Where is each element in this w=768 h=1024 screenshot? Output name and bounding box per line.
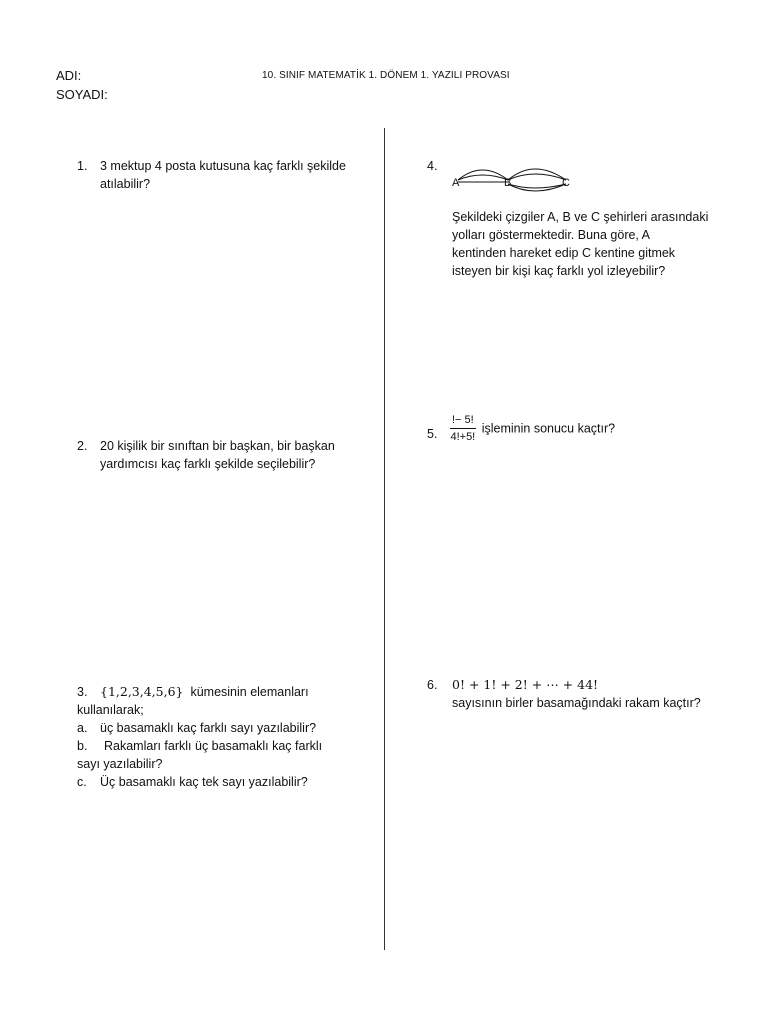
fraction-numerator: !− 5! [450,413,476,429]
question-text-line: Şekildeki çizgiler A, B ve C şehirleri arasındaki [452,210,709,224]
fraction [450,413,476,444]
point-label-b: B [504,177,512,189]
question-number: 3. [77,685,88,699]
route-diagram [452,158,582,194]
part-label: b. [77,739,88,753]
question-text-line: kentinden hareket edip C kentine gitmek [452,246,676,260]
question-text-line: yolları göstermektedir. Buna göre, A [452,228,651,242]
question-6-number: 6. [427,678,438,692]
exam-title: 10. SINIF MATEMATİK 1. DÖNEM 1. YAZILI PROVASI [262,70,510,81]
part-text: üç basamaklı kaç farklı sayı yazılabilir? [100,721,317,735]
factorial-sum: 0! + 1! + 2! + ⋯ + 44! [452,677,599,692]
name-label: ADI: [56,68,82,83]
question-text-line: 3 mektup 4 posta kutusuna kaç farklı şekilde [100,159,346,173]
fraction-denominator: 4!+5! [450,431,476,443]
question-4-text [452,208,752,280]
question-5-number: 5. [427,427,438,441]
question-text-line: atılabilir? [100,177,151,191]
point-label-a: A [452,177,460,189]
question-6 [452,676,752,712]
part-label: c. [77,775,87,789]
part-text: sayı yazılabilir? [77,757,163,771]
part-label: a. [77,721,88,735]
question-4-number: 4. [427,159,438,173]
number-set: {1,2,3,4,5,6} [100,684,184,699]
question-text-line: isteyen bir kişi kaç farklı yol izleyebilir? [452,264,666,278]
question-text-line: yardımcısı kaç farklı şekilde seçilebilir? [100,457,316,471]
point-label-c: C [562,177,570,189]
question-text-line: kümesinin elemanları [190,685,309,699]
route-ab [458,175,508,180]
question-text: işleminin sonucu kaçtır? [481,421,616,436]
surname-label: SOYADI: [56,87,108,102]
part-text: Rakamları farklı üç basamaklı kaç farklı [104,739,323,753]
question-text-line: 20 kişilik bir sınıftan bir başkan, bir başkan [100,439,335,453]
question-text-line: sayısının birler basamağındaki rakam kaçtır? [452,696,701,710]
column-divider [384,128,385,950]
question-5 [450,413,615,444]
question-number: 2. [77,439,88,453]
question-number: 1. [77,159,88,173]
question-text-line: kullanılarak; [77,703,144,717]
part-text: Üç basamaklı kaç tek sayı yazılabilir? [100,775,308,789]
